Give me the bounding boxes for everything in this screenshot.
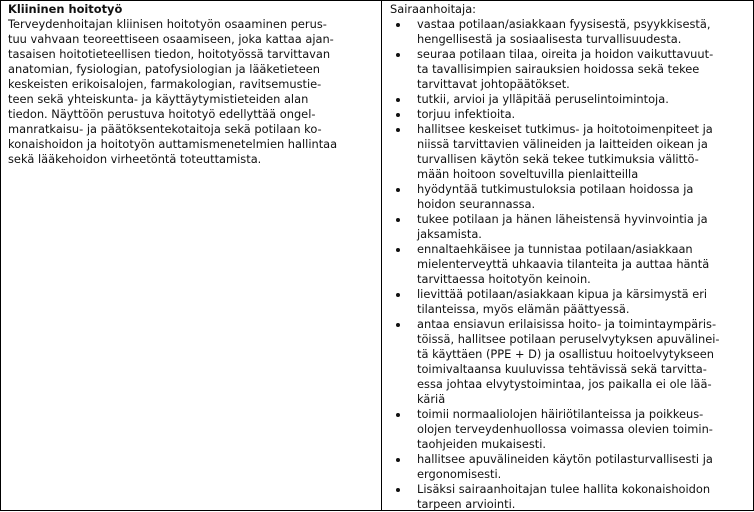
- list-item-line: ergonomisesti.: [417, 467, 502, 481]
- paragraph-line: tiedon. Näyttöön perustuva hoitotyö edellyttää ongel-: [8, 107, 316, 121]
- list-item: [390, 317, 749, 407]
- list-item-line: tilanteissa, myös elämän päättyessä.: [417, 302, 630, 316]
- list-item-line: essa johtaa elvytystoimintaa, jos paikalla ei ole lää-: [417, 377, 712, 391]
- list-item-line: lievittää potilaan/asiakkaan kipua ja kärsimystä eri: [417, 287, 708, 301]
- list-item-line: ennaltaehkäisee ja tunnistaa potilaan/asiakkaan: [417, 242, 693, 256]
- list-item-line: toimii normaaliolojen häiriötilanteissa ja poikkeus-: [417, 407, 704, 421]
- paragraph-line: Terveydenhoitajan kliinisen hoitotyön osaaminen perus-: [8, 17, 327, 31]
- list-item-line: vastaa potilaan/asiakkaan fyysisestä, psyykkisestä,: [417, 17, 711, 31]
- paragraph-line: tuu vahvaan teoreettiseen osaamiseen, joka kattaa ajan-: [8, 32, 334, 46]
- list-item-line: jaksamista.: [417, 227, 482, 241]
- list-item-line: hoidon seurannassa.: [417, 197, 536, 211]
- list-item-line: käriä: [417, 392, 446, 406]
- list-item-line: hallitsee apuvälineiden käytön potilasturvallisesti ja: [417, 452, 713, 466]
- paragraph-line: tasaisen hoitotieteellisen tiedon, hoitotyössä tarvittavan: [8, 47, 331, 61]
- list-item-line: seuraa potilaan tilaa, oireita ja hoidon vaikuttavuut-: [417, 47, 714, 61]
- list-item-line: niissä tarvittavien välineiden ja laitteiden oikean ja: [417, 137, 708, 151]
- paragraph-line: teen sekä yhteiskunta- ja käyttäytymistieteiden alan: [8, 92, 309, 106]
- list-item-line: antaa ensiavun erilaisissa hoito- ja toimintaympäris-: [417, 317, 717, 331]
- paragraph-line: sekä lääkehoidon virheetöntä toteuttamista.: [8, 152, 262, 166]
- list-item-line: mään hoitoon soveltuvilla pienlaitteilla: [417, 167, 639, 181]
- list-item-line: tarvittaessa hoitotyön keinoin.: [417, 272, 591, 286]
- paragraph-line: manratkaisu- ja päätöksentekotaitoja sekä potilaan ko-: [8, 122, 322, 136]
- list-item-line: hyödyntää tutkimustuloksia potilaan hoidossa ja: [417, 182, 694, 196]
- left-cell: [1, 1, 382, 510]
- list-item: [390, 92, 749, 107]
- list-item: [390, 17, 749, 47]
- list-item: [390, 182, 749, 212]
- role-heading: Sairaanhoitaja:: [390, 2, 477, 16]
- list-item-line: hengellisestä ja sosiaalisesta turvallisuudesta.: [417, 32, 682, 46]
- paragraph-line: anatomian, fysiologian, patofysiologian ja lääketieteen: [8, 62, 320, 76]
- list-item-line: toimivaltaansa kuuluvissa tehtävissä sekä tarvitta-: [417, 362, 707, 376]
- list-item-line: tarvittavat johtopäätökset.: [417, 77, 570, 91]
- list-item-line: ta tavallisimpien sairauksien hoidossa sekä tekee: [417, 62, 700, 76]
- list-item: [390, 287, 749, 317]
- paragraph-line: keskeisten erikoisalojen, farmakologian, ravitsemustie-: [8, 77, 322, 91]
- list-item-line: mielenterveyttä uhkaavia tilanteita ja auttaa häntä: [417, 257, 710, 271]
- list-item: [390, 452, 749, 482]
- list-item-line: turvallisen käytön sekä tekee tutkimuksia välittö-: [417, 152, 699, 166]
- list-item: [390, 212, 749, 242]
- right-cell: [382, 1, 753, 510]
- list-item: [390, 407, 749, 452]
- list-item: [390, 47, 749, 92]
- list-item-line: tukee potilaan ja hänen läheistensä hyvinvointia ja: [417, 212, 708, 226]
- list-item-line: tarpeen arviointi.: [417, 497, 516, 511]
- list-item: [390, 122, 749, 182]
- list-item-line: tä käyttäen (PPE + D) ja osallistuu hoitoelvytykseen: [417, 347, 714, 361]
- section-heading: Kliininen hoitotyö: [8, 2, 123, 16]
- paragraph-line: konaishoidon ja hoitotyön auttamismenetelmien hallintaa: [8, 137, 338, 151]
- list-item-line: taohjeiden mukaisesti.: [417, 437, 547, 451]
- list-item-line: torjuu infektioita.: [417, 107, 516, 121]
- list-item-line: töissä, hallitsee potilaan peruselvytyksen apuvälinei-: [417, 332, 720, 346]
- competency-list: [390, 17, 749, 512]
- list-item-line: olojen terveydenhuollossa voimassa olevien toimin-: [417, 422, 713, 436]
- description-paragraph: [8, 17, 378, 167]
- list-item: [390, 482, 749, 512]
- list-item-line: tutkii, arvioi ja ylläpitää peruselintoimintoja.: [417, 92, 669, 106]
- list-item-line: hallitsee keskeiset tutkimus- ja hoitotoimenpiteet ja: [417, 122, 713, 136]
- list-item-line: Lisäksi sairaanhoitajan tulee hallita kokonaishoidon: [417, 482, 711, 496]
- list-item: [390, 242, 749, 287]
- list-item: [390, 107, 749, 122]
